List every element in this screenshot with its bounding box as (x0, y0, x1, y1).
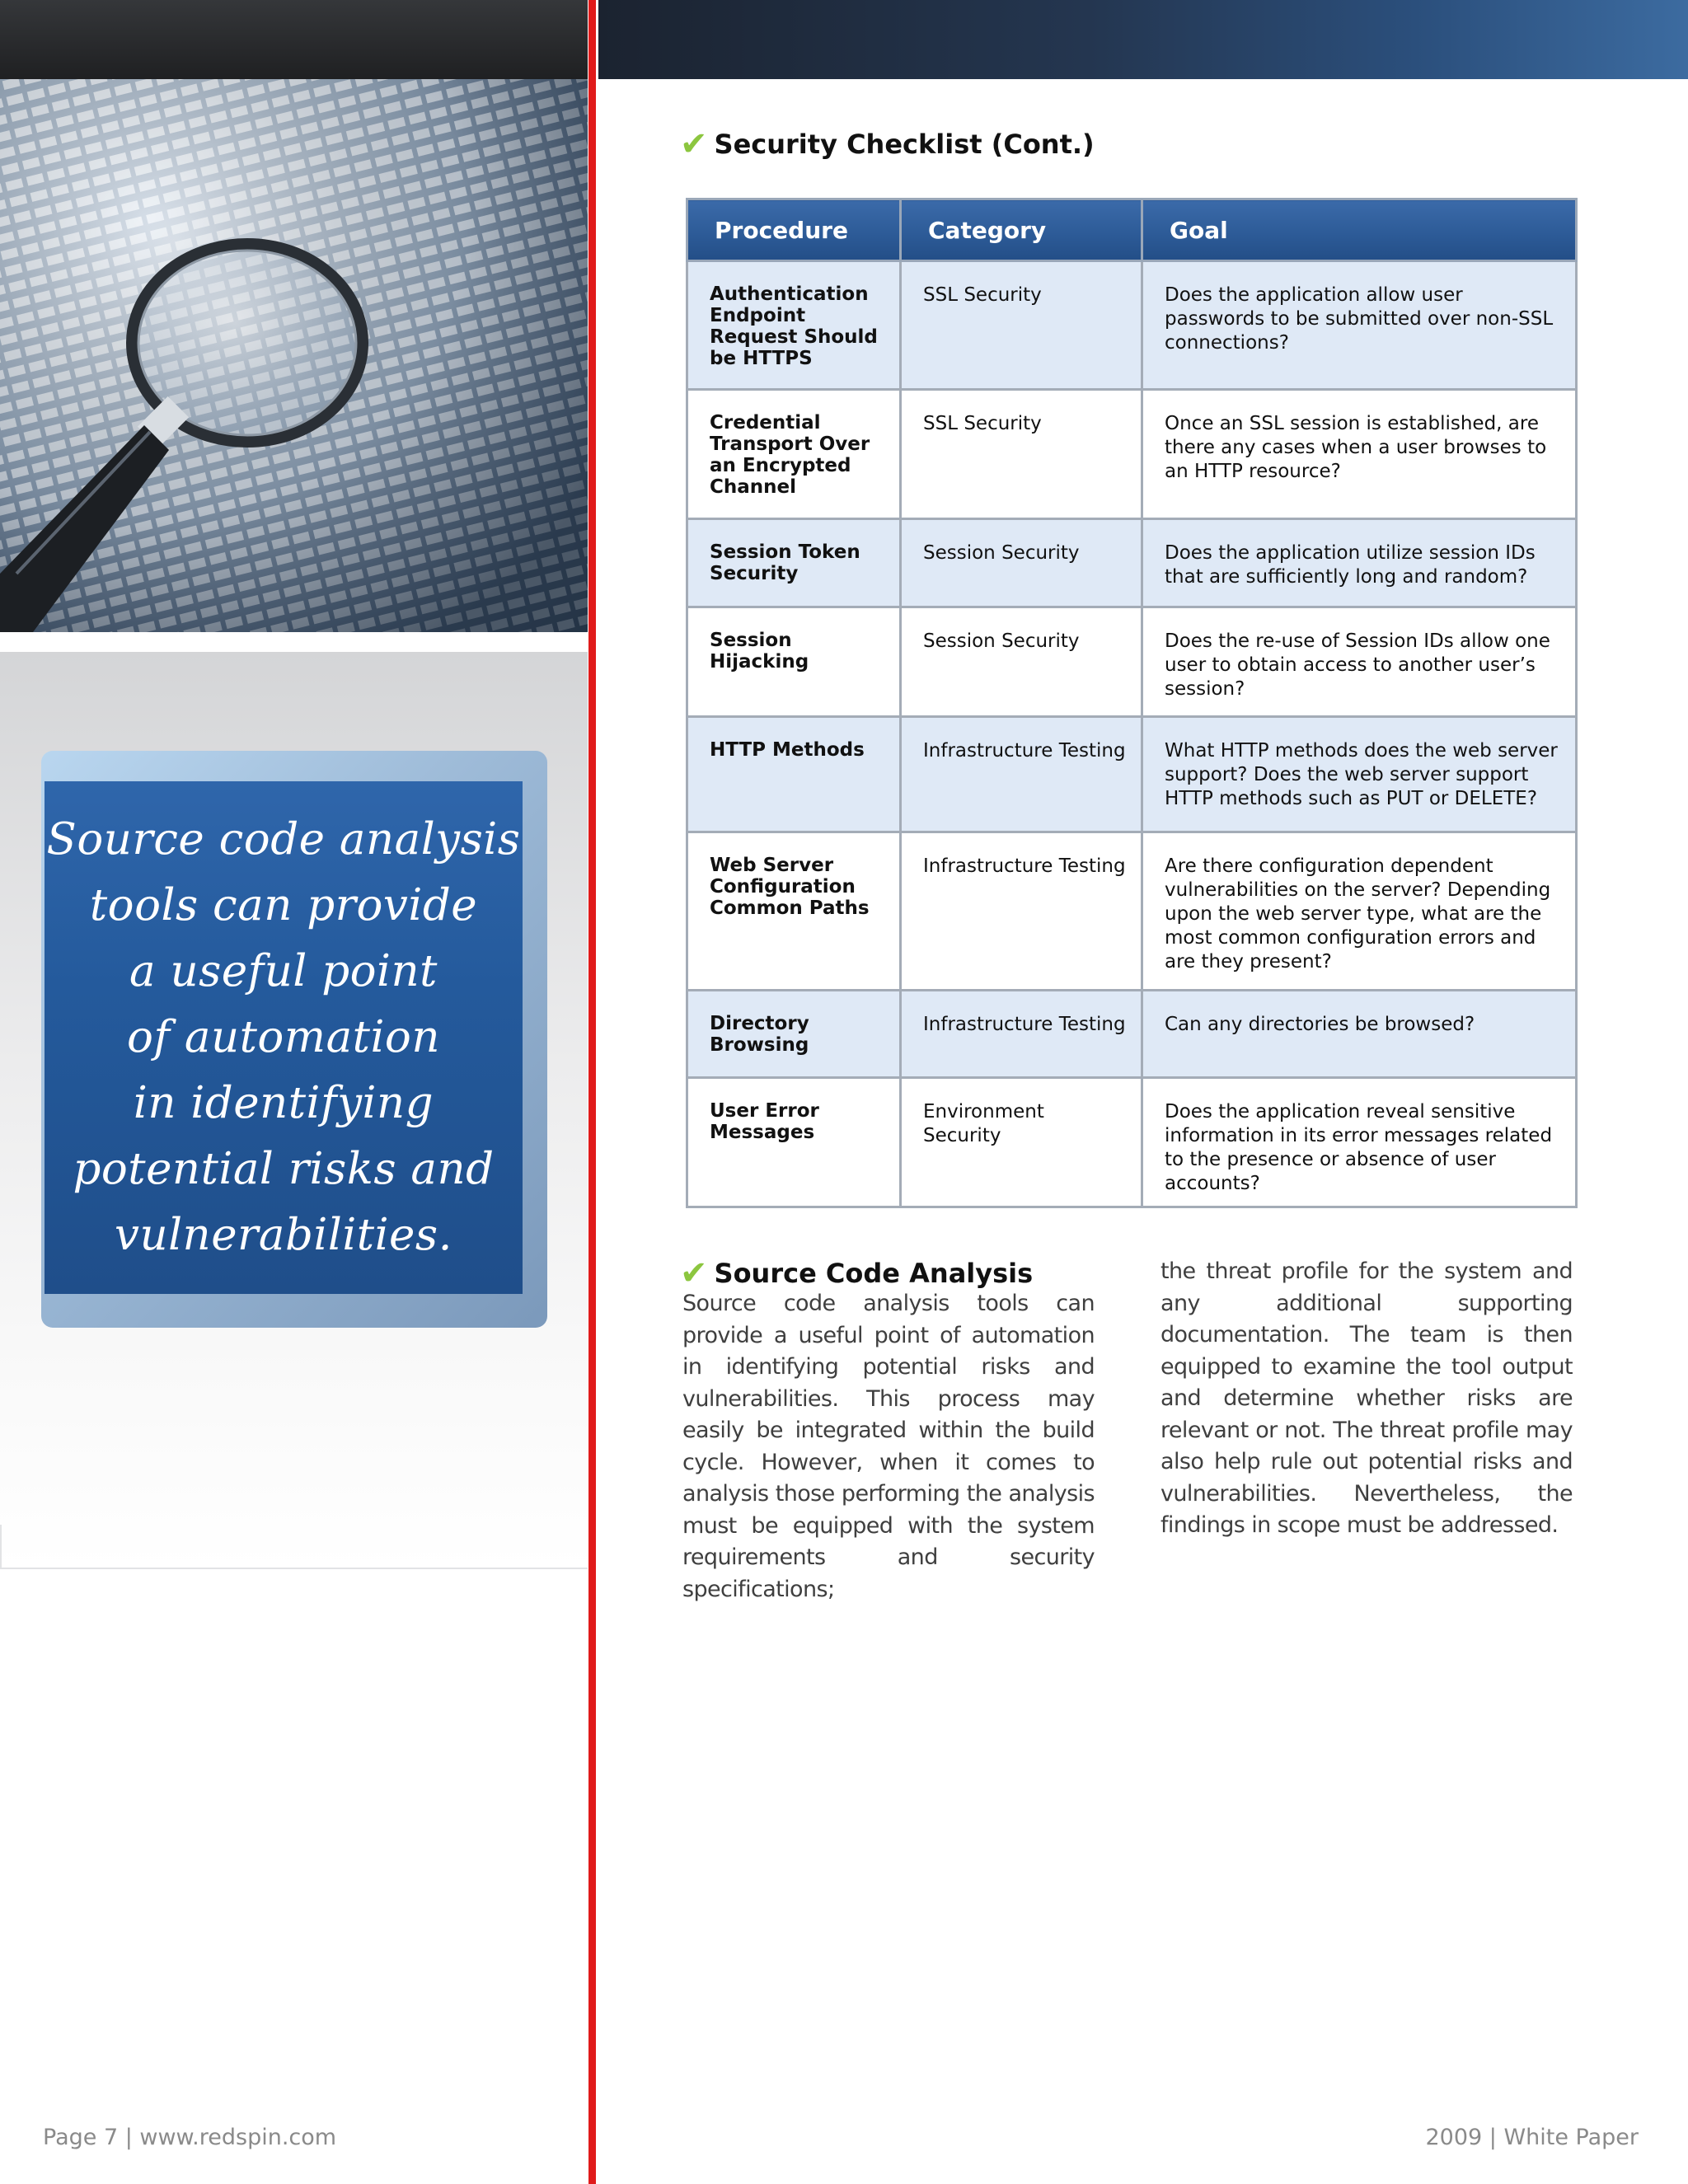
security-checklist-table (686, 198, 1578, 1208)
table-row (687, 1078, 1577, 1207)
top-bar-left (0, 0, 588, 79)
table-row (687, 991, 1577, 1078)
category-cell: SSL Security (901, 261, 1142, 390)
procedure-cell: Session Hijacking (687, 607, 901, 717)
panel-divider (0, 1568, 588, 1569)
procedure-cell: Session Token Security (687, 519, 901, 607)
quote-line: vulnerabilities. (115, 1210, 452, 1260)
quote-line: tools can provide (89, 880, 478, 930)
goal-cell: Does the application utilize session IDs that are sufficiently long and random? (1142, 519, 1577, 607)
quote-line: Source code analysis (46, 814, 521, 865)
check-icon: ✔ (680, 1254, 708, 1292)
table-header-row (687, 199, 1577, 261)
procedure-cell: Web Server Configuration Common Paths (687, 832, 901, 991)
quote-line: in identifying (133, 1078, 434, 1128)
goal-cell: Does the application allow user passwords to be submitted over non-SSL connections? (1142, 261, 1577, 390)
top-bar-right (598, 0, 1688, 79)
header-procedure: Procedure (687, 199, 901, 261)
procedure-cell: User Error Messages (687, 1078, 901, 1207)
magnifying-glass-photo (0, 79, 588, 632)
category-cell: Infrastructure Testing (901, 991, 1142, 1078)
checklist-heading (680, 124, 1095, 165)
table-row (687, 261, 1577, 390)
body-column-right: the threat profile for the system and any additional supporting documentation. The team is then equipped to examine the tool output and determine whether risks are relevant or not. The threat profile may also help rule out potential risks and vulnerabilities. Nevertheless, the findings in scope must be addressed. (1160, 1258, 1573, 1538)
body-column-left: Source code analysis tools can provide a useful point of automation in identifying potential risks and vulnerabilities. This process may easily be integrated within the build cycle. However, when it comes to analysis those performing the analysis must be equipped with the system requirements and security specifications; (682, 1291, 1095, 1602)
category-cell: Session Security (901, 607, 1142, 717)
goal-cell: Once an SSL session is established, are there any cases when a user browses to an HTTP resource? (1142, 390, 1577, 519)
table-row (687, 832, 1577, 991)
procedure-cell: Credential Transport Over an Encrypted Channel (687, 390, 901, 519)
table-row (687, 519, 1577, 607)
pull-quote-text (47, 807, 521, 1268)
quote-line: a useful point (129, 946, 438, 996)
quote-line: potential risks and (73, 1144, 495, 1194)
footer-publication: 2009 | White Paper (1425, 2125, 1639, 2150)
procedure-cell: Authentication Endpoint Request Should be HTTPS (687, 261, 901, 390)
header-goal: Goal (1142, 199, 1577, 261)
pull-quote (45, 781, 523, 1294)
checklist-title: Security Checklist (Cont.) (714, 129, 1095, 160)
category-cell: Infrastructure Testing (901, 717, 1142, 832)
footer-page-info: Page 7 | www.redspin.com (43, 2125, 337, 2150)
goal-cell: Does the application reveal sensitive information in its error messages related to the presence or absence of user accounts? (1142, 1078, 1577, 1207)
quote-line: of automation (127, 1012, 440, 1062)
category-cell: SSL Security (901, 390, 1142, 519)
table-row (687, 607, 1577, 717)
procedure-cell: Directory Browsing (687, 991, 901, 1078)
category-cell: Infrastructure Testing (901, 832, 1142, 991)
goal-cell: Does the re-use of Session IDs allow one user to obtain access to another user’s session? (1142, 607, 1577, 717)
panel-edge (0, 1525, 2, 1568)
check-icon: ✔ (680, 125, 708, 163)
red-divider (588, 0, 596, 2184)
category-cell: Environment Security (901, 1078, 1142, 1207)
category-cell: Session Security (901, 519, 1142, 607)
goal-cell: Are there configuration dependent vulnerabilities on the server? Depending upon the web server type, what are the most common configuration errors and are they present? (1142, 832, 1577, 991)
goal-cell: What HTTP methods does the web server support? Does the web server support HTTP methods such as PUT or DELETE? (1142, 717, 1577, 832)
table-row (687, 390, 1577, 519)
goal-cell: Can any directories be browsed? (1142, 991, 1577, 1078)
table-row (687, 717, 1577, 832)
header-category: Category (901, 199, 1142, 261)
procedure-cell: HTTP Methods (687, 717, 901, 832)
section-title: Source Code Analysis (714, 1258, 1034, 1289)
